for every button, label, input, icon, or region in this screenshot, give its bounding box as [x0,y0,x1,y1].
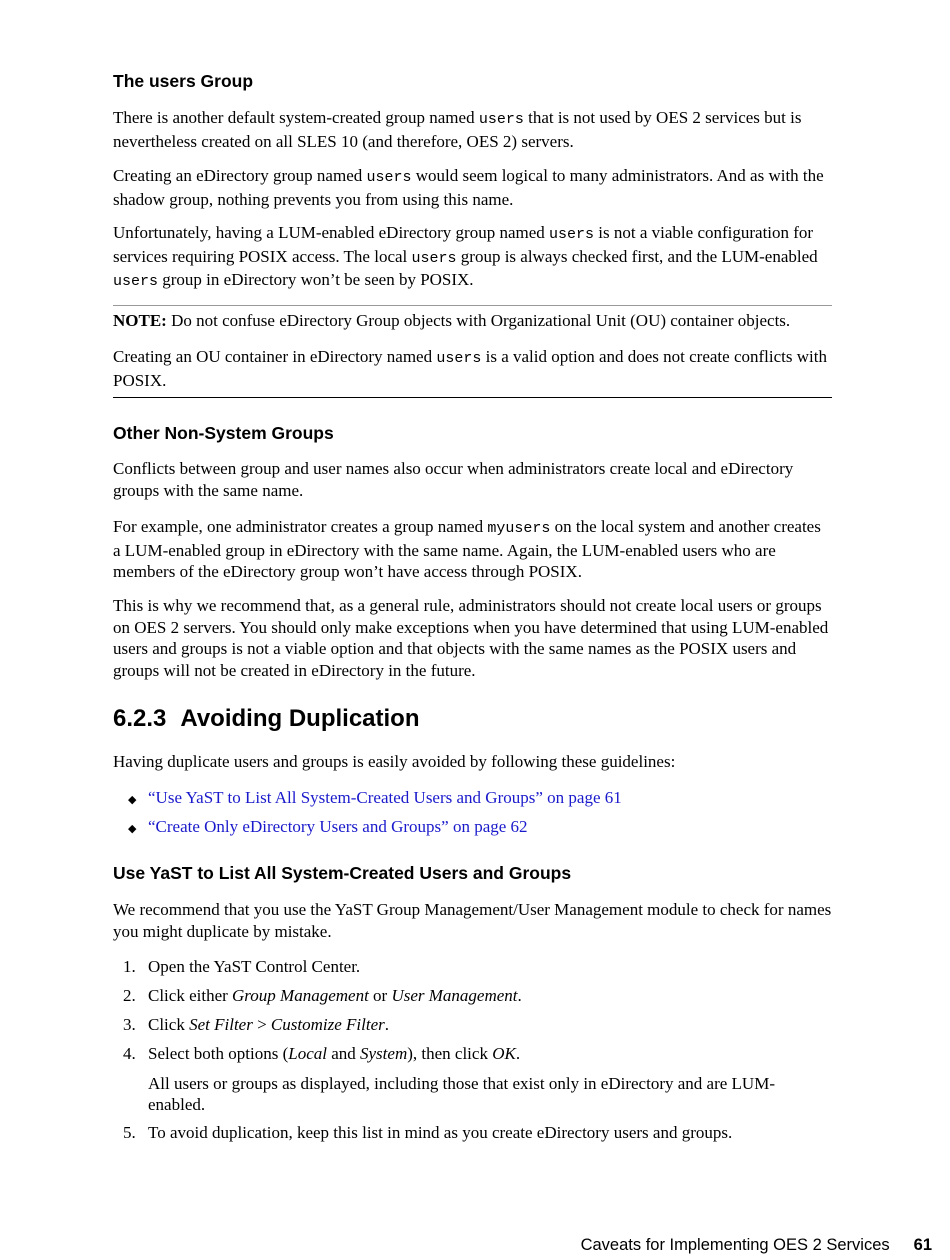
step-note: All users or groups as displayed, including those that exist only in eDirectory and are LUM-enabled. [148,1073,775,1114]
steps-list [113,956,832,1151]
users-group-heading: The users Group [113,71,254,91]
guideline-list [113,787,832,845]
yast-intro: We recommend that you use the YaST Group Management/User Management module to check for names you might duplicate by mistake. [113,900,832,941]
section-title: Avoiding Duplication [180,705,420,732]
users-group-paragraph-2: Creating an eDirectory group named users would seem logical to many administrators. And as with the shadow group, nothing prevents you from using this name. [113,166,824,209]
users-group-paragraph-3: Unfortunately, having a LUM-enabled eDirectory group named users is not a viable configuration for services requiring POSIX access. The local users group is always checked first, and the LUM-enabled users group in eDirectory won’t be seen by POSIX. [113,223,818,290]
page-footer [581,1236,932,1255]
diamond-bullet-icon: ◆ [128,794,137,806]
note-paragraph-2: Creating an OU container in eDirectory named users is a valid option and does not create conflicts with POSIX. [113,347,827,390]
note-bottom-rule [113,397,832,398]
step-item: 1. Open the YaST Control Center. [123,957,361,976]
note-label: NOTE: [113,311,167,330]
step-item: 2. Click either Group Management or User Management. [123,986,522,1005]
link-use-yast[interactable]: “Use YaST to List All System-Created Users and Groups” on page 61 [148,788,622,807]
section-intro: Having duplicate users and groups is easily avoided by following these guidelines: [113,752,676,771]
users-group-paragraph-1: There is another default system-created group named users that is not used by OES 2 services but is nevertheless created on all SLES 10 (and therefore, OES 2) servers. [113,108,802,151]
other-groups-paragraph-2: For example, one administrator creates a group named myusers on the local system and another creates a LUM-enabled group in eDirectory with the same name. Again, the LUM-enabled users who are members of the eDirectory group won’t have access through POSIX. [113,517,821,581]
note-top-rule [113,305,832,306]
footer-title: Caveats for Implementing OES 2 Services [580,1236,890,1254]
note-paragraph: NOTE: Do not confuse eDirectory Group objects with Organizational Unit (OU) container objects. [113,311,791,330]
yast-heading: Use YaST to List All System-Created Users and Groups [113,863,572,883]
link-create-edirectory[interactable]: “Create Only eDirectory Users and Groups” on page 62 [148,817,528,836]
diamond-bullet-icon: ◆ [128,823,137,835]
step-item: 5. To avoid duplication, keep this list in mind as you create eDirectory users and groups. [123,1123,733,1142]
step-item: 3. Click Set Filter > Customize Filter. [123,1015,389,1034]
section-number: 6.2.3 [113,705,167,732]
section-heading [113,705,420,733]
step-item: 4. Select both options (Local and System), then click OK. All users or groups as displayed, including those that exist only in eDirectory and are LUM-enabled. [113,1043,832,1122]
guideline-item [113,816,832,845]
other-groups-paragraph-3: This is why we recommend that, as a general rule, administrators should not create local users or groups on OES 2 servers. You should only make exceptions when you have determined that using LUM-enabled users and groups is not a viable option and that objects with the same names as the POSIX users and groups will not be created in eDirectory in the future. [113,596,829,680]
page-number: 61 [913,1236,932,1254]
other-groups-heading: Other Non-System Groups [113,423,334,443]
other-groups-paragraph-1: Conflicts between group and user names also occur when administrators create local and eDirectory groups with the same name. [113,459,794,500]
guideline-item [113,787,832,816]
